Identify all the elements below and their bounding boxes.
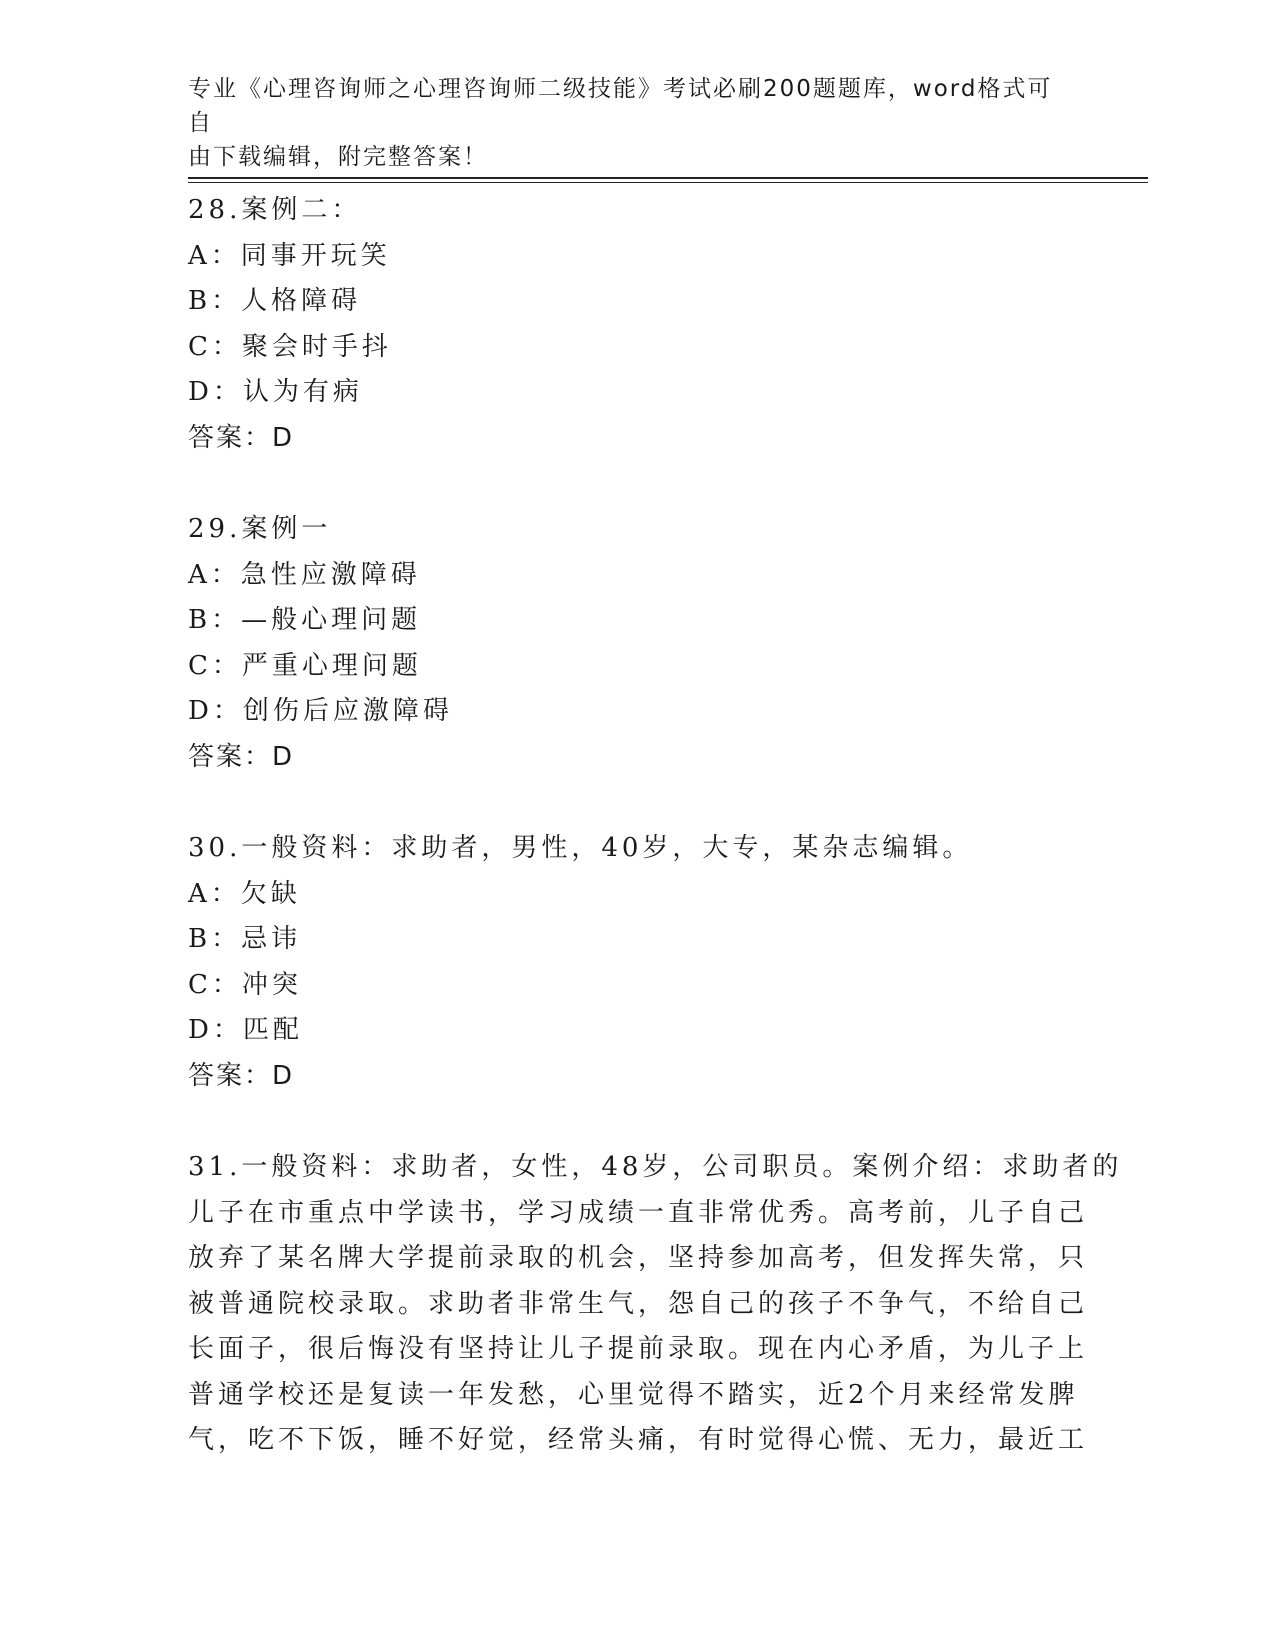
question-stem-line: 儿子在市重点中学读书，学习成绩一直非常优秀。高考前，儿子自己 (188, 1197, 1089, 1228)
option-b: B：—般心理问题 (188, 605, 422, 635)
option-d: D：创伤后应激障碍 (188, 696, 453, 726)
header-divider-thin (188, 182, 1148, 183)
question-stem: 29.案例一 (188, 514, 332, 544)
option-d: D：匹配 (188, 1015, 303, 1045)
question-31 (188, 1145, 1123, 1464)
question-stem-line: 31.一般资料：求助者，女性，48岁，公司职员。案例介绍：求助者的 (188, 1152, 1123, 1182)
header-divider-thick (188, 177, 1148, 179)
option-b: B：人格障碍 (188, 286, 362, 316)
option-c: C：聚会时手抖 (188, 331, 392, 362)
question-28 (188, 188, 1088, 461)
question-stem-line: 放弃了某名牌大学提前录取的机会，坚持参加高考，但发挥失常，只 (188, 1243, 1089, 1273)
option-c: C：冲突 (188, 969, 302, 1000)
question-stem: 28.案例二： (188, 195, 362, 225)
option-a: A：欠缺 (188, 878, 301, 909)
option-d: D：认为有病 (188, 377, 363, 407)
option-a: A：同事开玩笑 (188, 240, 391, 271)
option-a: A：急性应激障碍 (188, 559, 421, 590)
answer-label: 答案：D (188, 422, 295, 453)
question-list (188, 188, 1123, 1464)
answer-label: 答案：D (188, 741, 295, 772)
document-header (188, 72, 1068, 174)
question-stem-line: 被普通院校录取。求助者非常生气，怨自己的孩子不争气，不给自己 (188, 1288, 1089, 1319)
question-30 (188, 826, 1088, 1099)
option-c: C：严重心理问题 (188, 650, 422, 681)
answer-label: 答案：D (188, 1060, 295, 1091)
question-stem-line: 普通学校还是复读一年发愁，心里觉得不踏实，近2个月来经常发脾 (188, 1379, 1079, 1410)
question-stem: 30.一般资料：求助者，男性，40岁，大专，某杂志编辑。 (188, 833, 973, 863)
header-line-2: 由下载编辑，附完整答案！ (188, 144, 488, 170)
question-29 (188, 507, 1088, 780)
question-stem-line: 长面子，很后悔没有坚持让儿子提前录取。现在内心矛盾，为儿子上 (188, 1334, 1089, 1364)
header-line-1: 专业《心理咨询师之心理咨询师二级技能》考试必刷200题题库，word格式可自 (188, 76, 1053, 136)
question-stem-line: 气，吃不下饭，睡不好觉，经常头痛，有时觉得心慌、无力，最近工 (188, 1425, 1089, 1455)
option-b: B：忌讳 (188, 924, 302, 954)
